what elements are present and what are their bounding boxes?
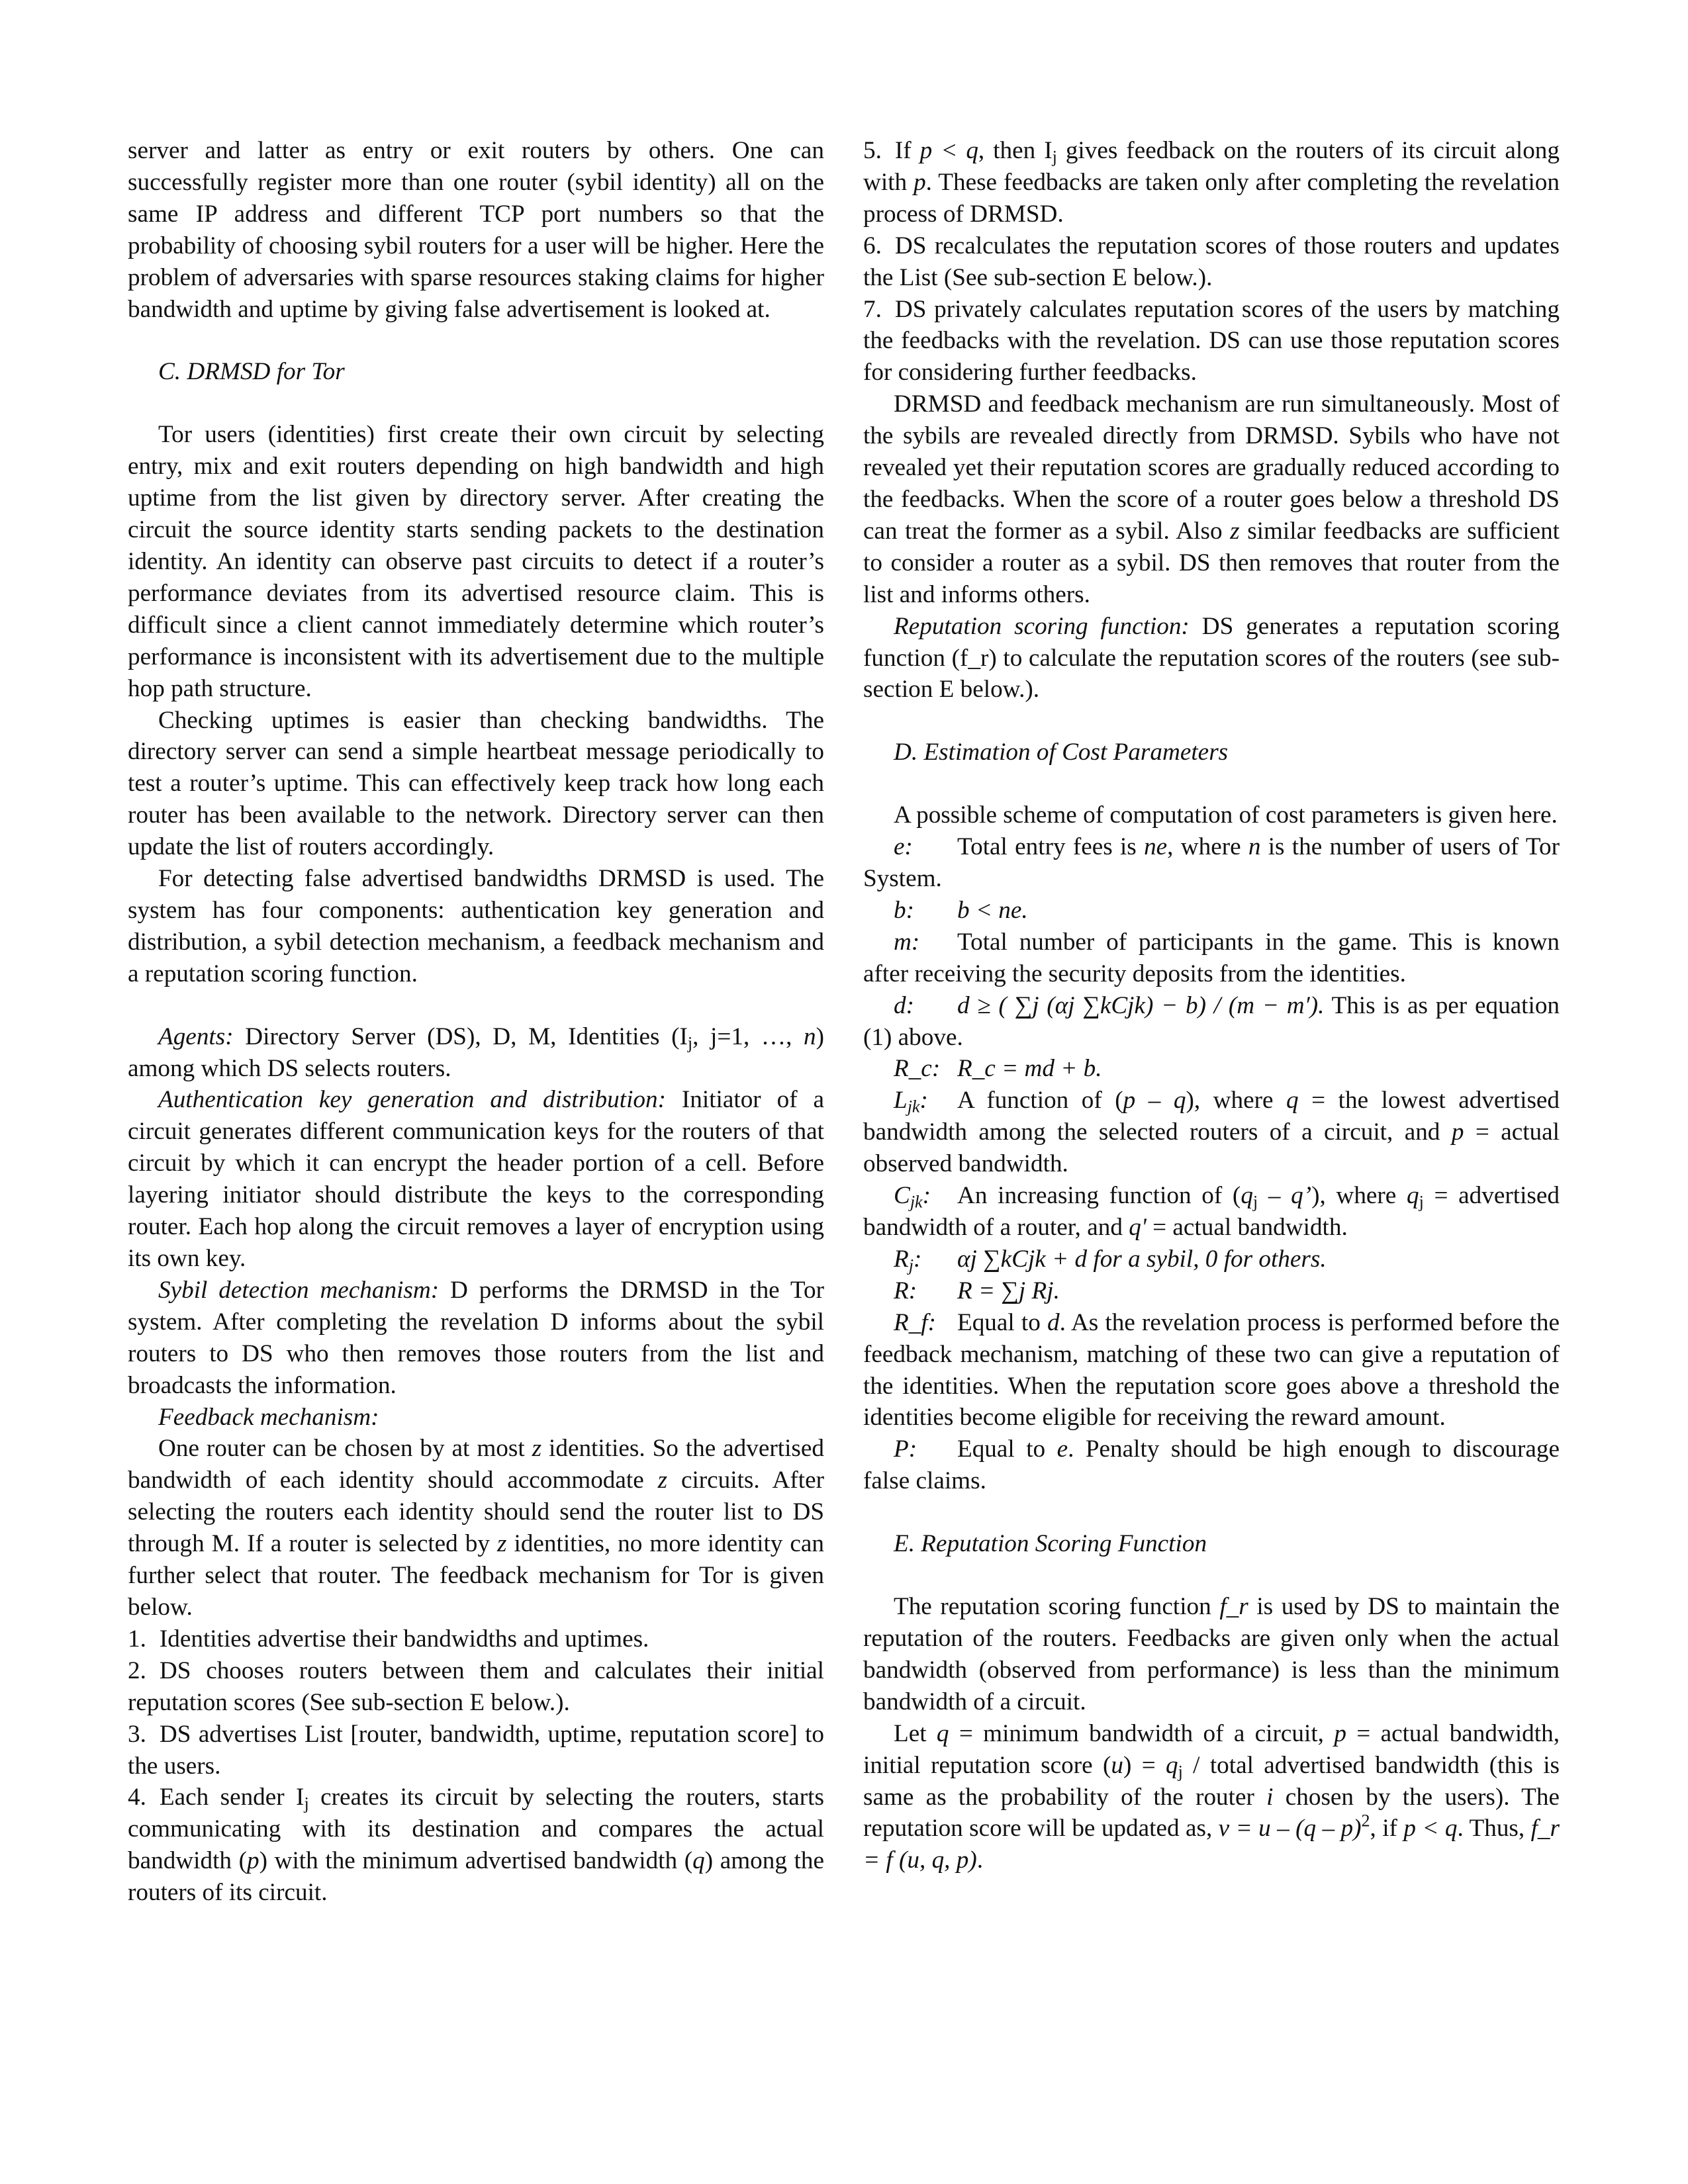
section-heading-c: C. DRMSD for Tor	[158, 358, 345, 386]
def-rj: $R_j$: αj ∑kCjk + d for a sybil, 0 for others.	[894, 1245, 1327, 1275]
section-heading-e: E. Reputation Scoring Function	[894, 1530, 1207, 1558]
list-item-1: 1. Identities advertise their bandwidths and uptimes.	[128, 1625, 649, 1653]
def-d: d: d ≥ ( ∑j (αj ∑kCjk) − b) / (m − m′). This is as per equation (1) above.	[863, 991, 1560, 1051]
feedback-label: Feedback mechanism:	[158, 1403, 379, 1431]
auth-label: Authentication key generation and distribution:	[158, 1086, 666, 1114]
def-b: b: b < ne.	[894, 896, 1028, 924]
left-column	[128, 135, 824, 1909]
section-heading-d: D. Estimation of Cost Parameters	[894, 739, 1229, 766]
paragraph-sybil: Sybil detection mechanism: D performs the DRMSD in the Tor system. After completing the revelation D informs about the sybil routers to DS who then removes those routers from the list and broadcasts the information.	[128, 1276, 825, 1399]
reputation-label: Reputation scoring function:	[894, 612, 1190, 640]
def-r: R: R = ∑j Rj.	[894, 1277, 1060, 1304]
paragraph-d1: A possible scheme of computation of cost parameters is given here.	[894, 801, 1558, 829]
paragraph-agents: Agents: Directory Server (DS), D, M, Identities ($I_j$, j=1, …, n) among which DS selects routers.	[128, 1023, 824, 1082]
paragraph-feedback: One router can be chosen by at most z identities. So the advertised bandwidth of each identity should accommodate z circuits. After selecting the routers each identity should send the router list to DS through M. If a router is selected by z identities, no more identity can further select that router. The feedback mechanism for Tor is given below.	[128, 1435, 824, 1621]
paragraph-intro: server and latter as entry or exit routers by others. One can successfully register more than one router (sybil identity) all on the same IP address and different TCP port numbers so that the probability of choosing sybil routers for a user will be higher. Here the problem of adversaries with sparse resources staking claims for higher bandwidth and uptime by giving false advertisement is looked at.	[128, 137, 824, 323]
right-column	[863, 135, 1560, 1876]
sybil-label: Sybil detection mechanism:	[158, 1276, 440, 1304]
list-item-3: 3. DS advertises List [router, bandwidth, uptime, reputation score] to the users.	[128, 1720, 824, 1780]
def-cjk: $C_{jk}$: An increasing function of ($q_j$ – q’), where $q_j$ = advertised bandwidth of a router, and q' = actual bandwidth.	[863, 1182, 1560, 1241]
list-item-4: 4. Each sender $I_j$ creates its circuit by selecting the routers, starts communicating with its destination and compares the actual bandwidth (p) with the minimum advertised bandwidth (q) among the routers of its circuit.	[128, 1784, 824, 1907]
list-item-6: 6. DS recalculates the reputation scores of those routers and updates the List (See sub-section E below.).	[863, 232, 1560, 291]
paragraph-drmsd: DRMSD and feedback mechanism are run simultaneously. Most of the sybils are revealed directly from DRMSD. Sybils who have not revealed yet their reputation scores are gradually reduced according to the feedbacks. When the score of a router goes below a threshold DS can treat the former as a sybil. Also z similar feedbacks are sufficient to consider a router as a sybil. DS then removes that router from the list and informs others.	[863, 390, 1560, 608]
paragraph-reputation: Reputation scoring function: DS generates a reputation scoring function (f_r) to calculate the reputation scores of the routers (see sub-section E below.).	[863, 612, 1560, 704]
paragraph-e1: The reputation scoring function f_r is used by DS to maintain the reputation of the routers. Feedbacks are given only when the actual bandwidth (observed from performance) is less than the minimum bandwidth of a circuit.	[863, 1593, 1560, 1715]
def-rf: R_f: Equal to d. As the revelation process is performed before the feedback mechanism, matching of these two can give a reputation of the identities. When the reputation score goes above a threshold the identities become eligible for receiving the reward amount.	[863, 1308, 1560, 1432]
def-m: m: Total number of participants in the game. This is known after receiving the security deposits from the identities.	[863, 928, 1560, 987]
paragraph-c2: Checking uptimes is easier than checking bandwidths. The directory server can send a simple heartbeat message periodically to test a router’s uptime. This can effectively keep track how long each router has been available to the network. Directory server can then update the list of routers accordingly.	[128, 706, 824, 861]
paragraph-auth: Authentication key generation and distribution: Initiator of a circuit generates different communication keys for the routers of that circuit by which it can encrypt the header portion of a cell. Before layering initiator should distribute the keys to the corresponding router. Each hop along the circuit removes a layer of encryption using its own key.	[128, 1086, 825, 1272]
def-e: e: Total entry fees is ne, where n is the number of users of Tor System.	[863, 833, 1560, 893]
agents-label: Agents:	[158, 1023, 234, 1050]
def-p: P: Equal to e. Penalty should be high enough to discourage false claims.	[863, 1435, 1560, 1495]
list-item-5: 5. If p < q, then $I_j$ gives feedback on the routers of its circuit along with p. These feedbacks are taken only after completing the revelation process of DRMSD.	[863, 137, 1560, 228]
paragraph-c1: Tor users (identities) first create their own circuit by selecting entry, mix and exit routers depending on high bandwidth and high uptime from the list given by directory server. After creating the circuit the source identity starts sending packets to the destination identity. An identity can observe past circuits to detect if a router’s performance deviates from its advertised resource claim. This is difficult since a client cannot immediately determine which router’s performance is inconsistent with its advertisement due to the multiple hop path structure.	[128, 421, 824, 702]
def-ljk: $L_{jk}$: A function of (p – q), where q = the lowest advertised bandwidth among the selected routers of a circuit, and p = actual observed bandwidth.	[863, 1087, 1560, 1178]
list-item-2: 2. DS chooses routers between them and calculates their initial reputation scores (See sub-section E below.).	[128, 1657, 824, 1716]
def-rc: R_c: R_c = md + b.	[894, 1055, 1102, 1083]
list-item-7: 7. DS privately calculates reputation scores of the users by matching the feedbacks with the revelation. DS can use those reputation scores for considering further feedbacks.	[863, 295, 1560, 387]
paragraph-e2: Let q = minimum bandwidth of a circuit, p = actual bandwidth, initial reputation score $(u) = q_j$ / total advertised bandwidth (this is same as the probability of the router i chosen by the users). The reputation score will be updated as, v = u – (q – p)$^2$, if p < q. Thus, f_r = f (u, q, p).	[863, 1719, 1560, 1874]
paragraph-c3: For detecting false advertised bandwidths DRMSD is used. The system has four components: authentication key generation and distribution, a sybil detection mechanism, a feedback mechanism and a reputation scoring function.	[128, 865, 824, 987]
